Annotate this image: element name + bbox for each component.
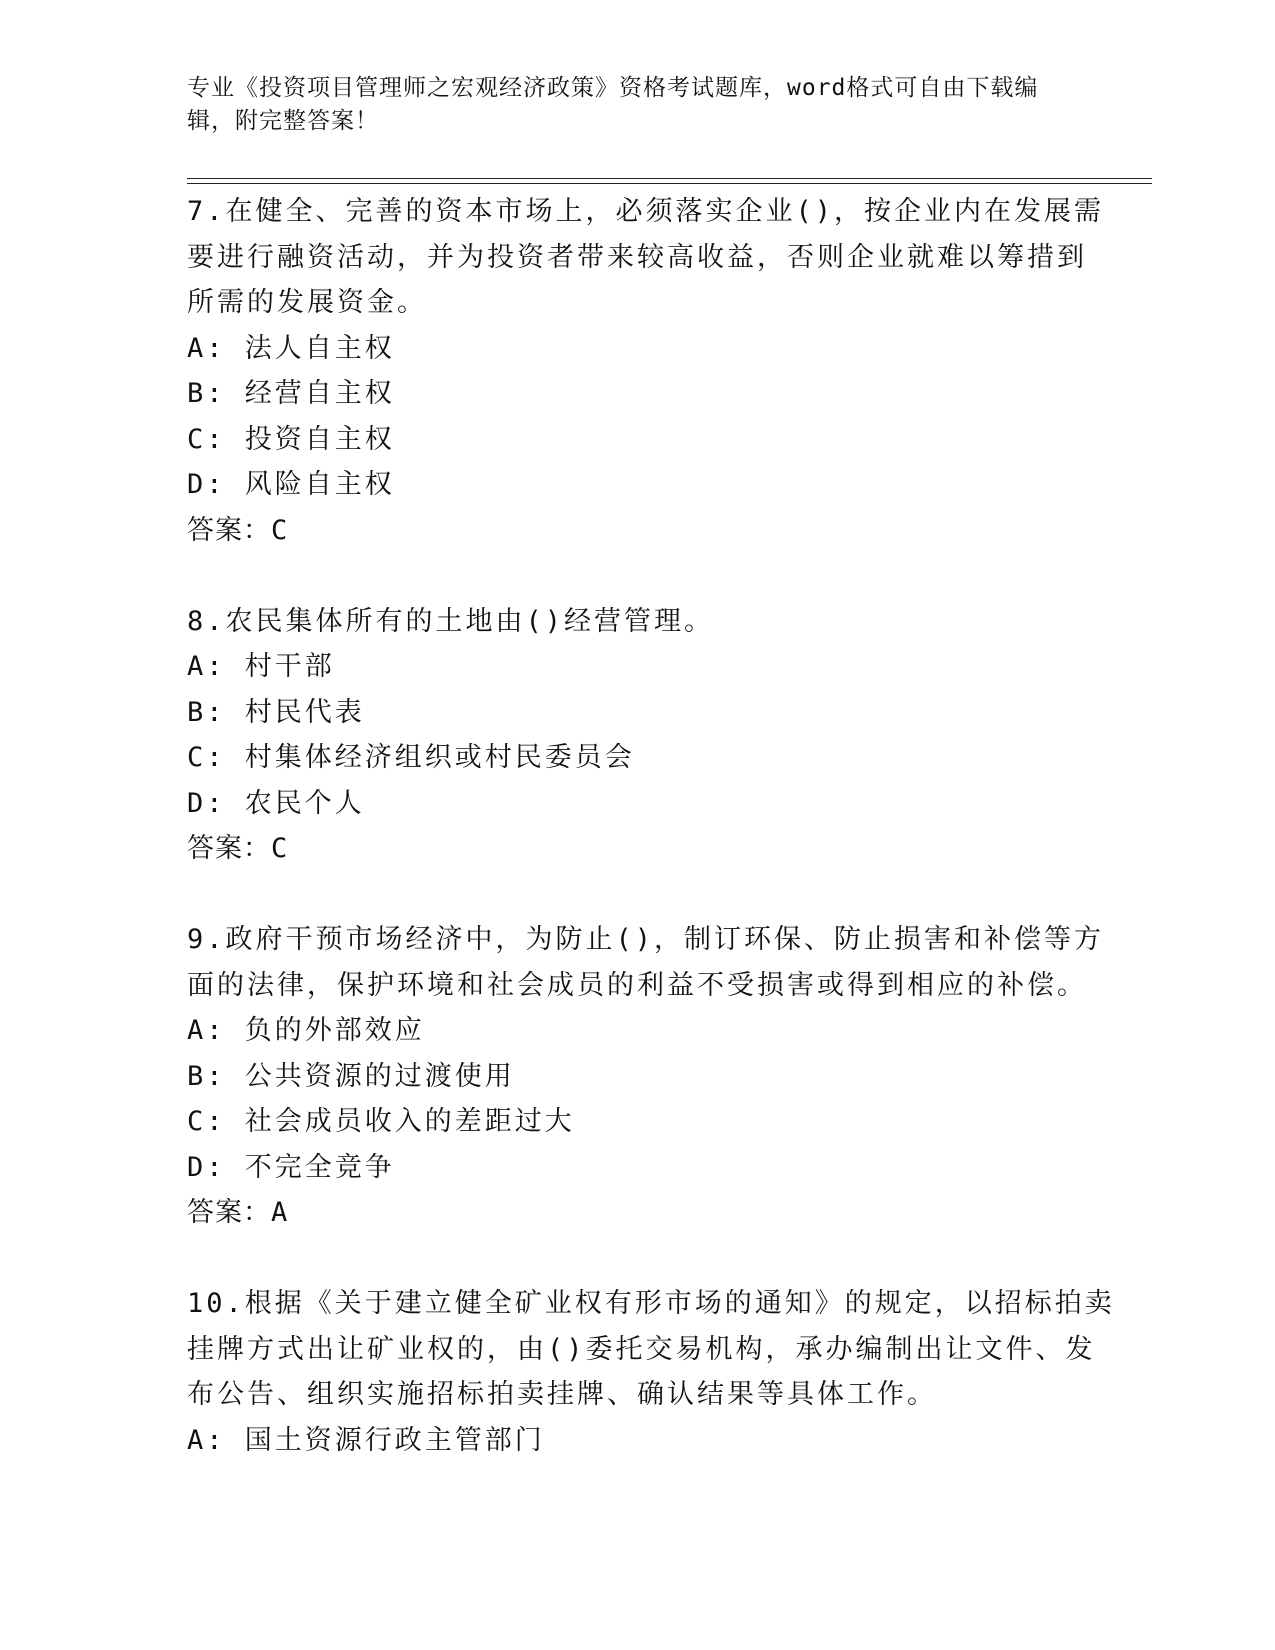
question-stem-line: 要进行融资活动，并为投资者带来较高收益，否则企业就难以筹措到 (187, 241, 1087, 273)
answer-value: A (271, 1197, 289, 1228)
question-10 (187, 1281, 1115, 1463)
spacer (187, 872, 1087, 918)
header-line-1: 专业《投资项目管理师之宏观经济政策》资格考试题库，word格式可自由下载编 (187, 75, 1039, 101)
option-a: A: 国土资源行政主管部门 (187, 1424, 545, 1456)
option-c: C: 社会成员收入的差距过大 (187, 1106, 575, 1137)
question-7 (187, 189, 1105, 553)
header-divider-top (187, 178, 1152, 179)
answer-value: C (271, 514, 289, 546)
option-d: D: 风险自主权 (187, 469, 395, 500)
option-c: C: 投资自主权 (187, 423, 395, 455)
question-stem-line: 10.根据《关于建立健全矿业权有形市场的通知》的规定，以招标拍卖 (187, 1288, 1115, 1319)
option-d: D: 农民个人 (187, 787, 365, 819)
answer (187, 508, 1087, 554)
question-list (187, 189, 1115, 1463)
option-b: B: 村民代表 (187, 696, 365, 728)
question-stem-line: 9.政府干预市场经济中，为防止()，制订环保、防止损害和补偿等方 (187, 924, 1105, 955)
option-d: D: 不完全竞争 (187, 1151, 395, 1183)
option-a: A: 村干部 (187, 651, 335, 682)
question-stem-line: 7.在健全、完善的资本市场上，必须落实企业()，按企业内在发展需 (187, 196, 1105, 227)
option-a: A: 法人自主权 (187, 332, 395, 364)
question-stem-line: 所需的发展资金。 (187, 287, 427, 318)
question-stem-line: 面的法律，保护环境和社会成员的利益不受损害或得到相应的补偿。 (187, 969, 1087, 1001)
option-b: B: 公共资源的过渡使用 (187, 1060, 515, 1092)
question-8 (187, 599, 1087, 872)
question-stem-line: 8.农民集体所有的土地由()经营管理。 (187, 605, 715, 637)
answer (187, 1190, 1087, 1236)
option-b: B: 经营自主权 (187, 378, 395, 409)
question-9 (187, 917, 1105, 1236)
question-stem-line: 布公告、组织实施招标拍卖挂牌、确认结果等具体工作。 (187, 1379, 937, 1410)
header-line-2: 辑，附完整答案！ (187, 108, 379, 134)
spacer (187, 553, 1087, 599)
question-stem-line: 挂牌方式出让矿业权的，由()委托交易机构，承办编制出让文件、发 (187, 1333, 1096, 1365)
spacer (187, 1236, 1087, 1282)
document-header (187, 72, 1087, 138)
answer-label: 答案： (187, 1197, 271, 1228)
option-c: C: 村集体经济组织或村民委员会 (187, 742, 635, 773)
header-divider-bottom (187, 183, 1152, 184)
answer-label: 答案： (187, 514, 271, 546)
answer (187, 826, 1087, 872)
answer-label: 答案： (187, 833, 271, 864)
option-a: A: 负的外部效应 (187, 1015, 425, 1046)
answer-value: C (271, 833, 289, 864)
